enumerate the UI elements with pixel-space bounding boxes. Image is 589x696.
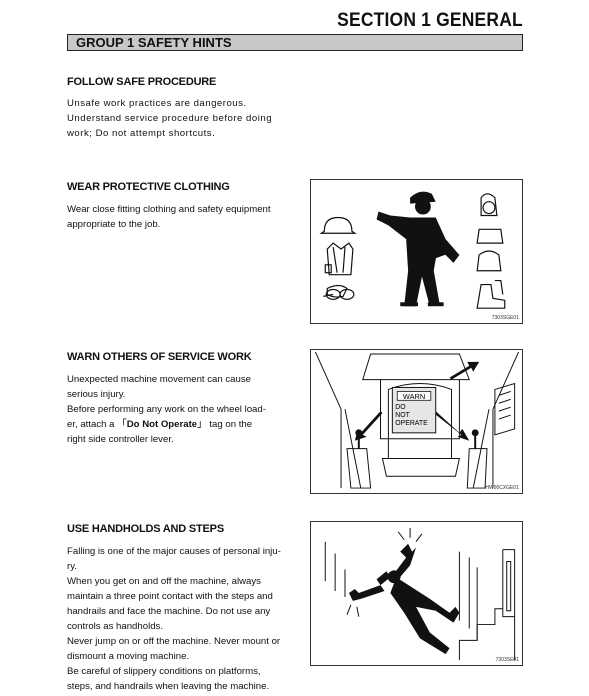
falling-person-icon xyxy=(349,544,459,654)
arrow-top-icon xyxy=(450,362,480,380)
figure-falling-person xyxy=(310,521,523,666)
text-line: Unexpected machine movement can cause xyxy=(67,374,251,385)
group-title: GROUP 1 SAFETY HINTS xyxy=(76,35,232,50)
text-line: work; Do not attempt shortcuts. xyxy=(67,128,216,139)
text-line: Falling is one of the major causes of personal inju- xyxy=(67,546,281,557)
text-line: maintain a three point contact with the steps and xyxy=(67,591,273,602)
protective-clothing-illustration xyxy=(311,180,522,323)
text-line: ry. xyxy=(67,561,77,572)
heading-use-handholds: USE HANDHOLDS AND STEPS xyxy=(67,523,224,535)
text-line: Before performing any work on the wheel load- xyxy=(67,404,266,415)
paragraph-warn-others xyxy=(67,372,281,447)
text-line: appropriate to the job. xyxy=(67,219,161,230)
warn-tag-title: WARN xyxy=(402,391,426,401)
figure-code: HW90CXGE01 xyxy=(485,485,519,491)
text-line: Wear close fitting clothing and safety equipment xyxy=(67,204,271,215)
falling-person-illustration xyxy=(311,522,522,665)
figure-protective-clothing xyxy=(310,179,523,324)
arrow-left-icon xyxy=(355,411,383,441)
section-title: SECTION 1 GENERAL xyxy=(337,10,523,31)
text-line: serious injury. xyxy=(67,389,126,400)
left-console-icon xyxy=(347,449,371,488)
heading-warn-others: WARN OTHERS OF SERVICE WORK xyxy=(67,351,252,363)
text-line: Never jump on or off the machine. Never mount or xyxy=(67,636,281,647)
text-line-with-tag xyxy=(67,417,281,432)
text-line: Be careful of slippery conditions on platforms, xyxy=(67,666,261,677)
cab-interior-illustration xyxy=(311,350,522,493)
heading-wear-protective-clothing: WEAR PROTECTIVE CLOTHING xyxy=(67,181,230,193)
warn-tag-line: DO xyxy=(395,404,406,412)
do-not-operate-tag-text: 「Do Not Operate」 xyxy=(117,419,207,430)
text-line: dismount a moving machine. xyxy=(67,651,190,662)
text-line: When you get on and off the machine, always xyxy=(67,576,261,587)
steps-icon xyxy=(459,609,502,660)
text-line: handrails and face the machine. Do not use any xyxy=(67,606,271,617)
text-line: Unsafe work practices are dangerous. xyxy=(67,98,247,109)
worker-icon xyxy=(377,192,460,307)
paragraph-use-handholds xyxy=(67,544,281,694)
respirator-icon xyxy=(477,229,503,243)
figure-cab-warning xyxy=(310,349,523,494)
warn-tag-line: OPERATE xyxy=(395,419,428,427)
handrail-icon xyxy=(503,550,515,660)
figure-code: 7303SGE01 xyxy=(491,315,519,321)
figure-code: 7303SE01 xyxy=(495,657,519,663)
group-title-bar xyxy=(67,34,523,51)
text-fragment: tag on the xyxy=(209,419,253,430)
text-line: steps, and handrails when leaving the machine. xyxy=(67,681,270,692)
gloves-icon xyxy=(477,251,501,271)
warn-tag-line: NOT xyxy=(395,412,410,420)
paragraph-wear-protective-clothing xyxy=(67,202,281,232)
hard-hat-icon xyxy=(321,217,355,233)
text-line: right side controller lever. xyxy=(67,434,174,445)
heading-follow-safe-procedure: FOLLOW SAFE PROCEDURE xyxy=(67,76,217,88)
text-fragment: er, attach a xyxy=(67,419,115,430)
warn-tag-icon xyxy=(392,387,435,432)
text-line: controls as handholds. xyxy=(67,621,163,632)
boots-icon xyxy=(477,285,505,309)
text-line: Understand service procedure before doing xyxy=(67,113,273,124)
paragraph-follow-safe-procedure xyxy=(67,96,281,141)
